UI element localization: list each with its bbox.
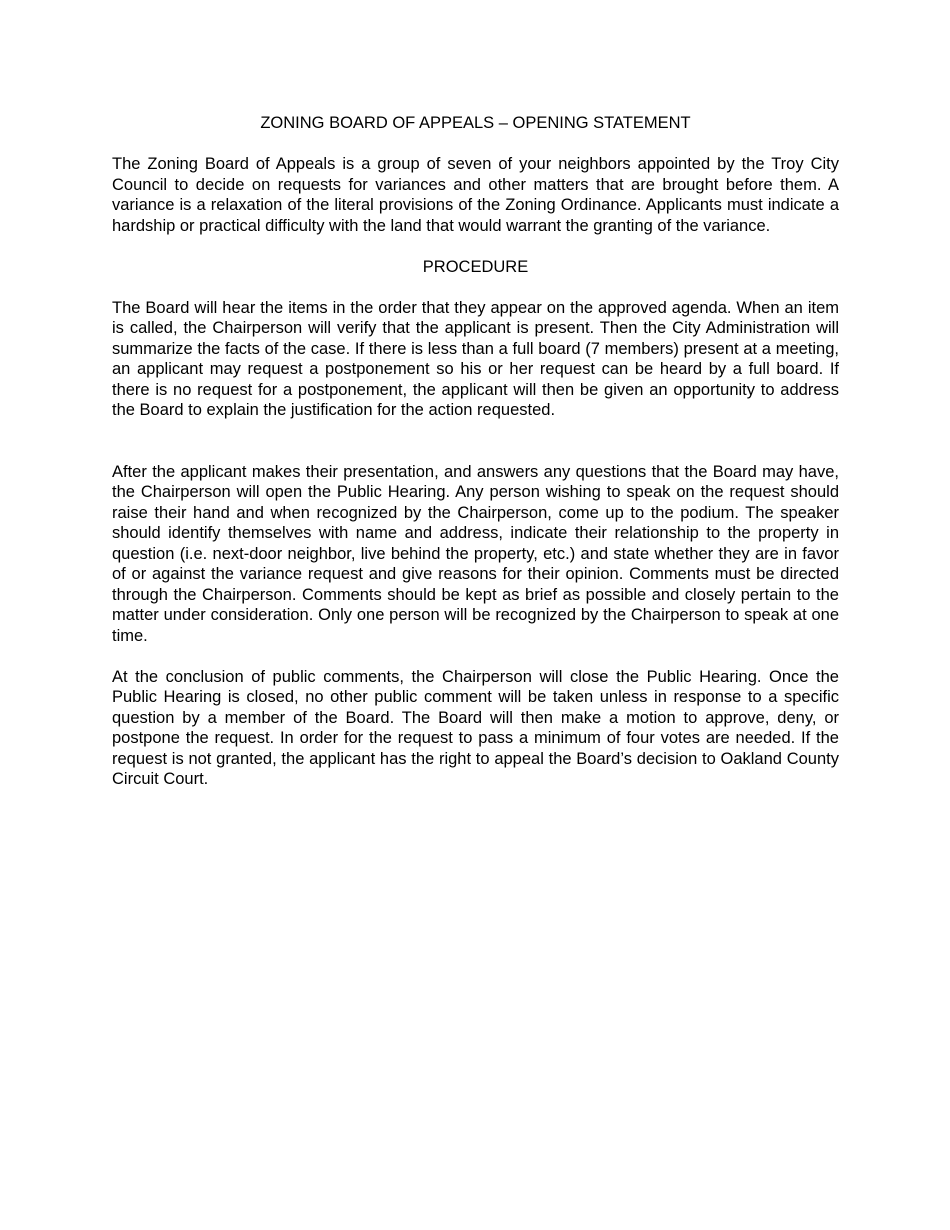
procedure-paragraph-3: At the conclusion of public comments, the Chairperson will close the Public Hearing. Once the Public Hearing is closed, no other public comment will be taken unless in response to a specific question by a member of the Board. The Board will then make a motion to approve, deny, or postpone the request. In order for the request to pass a minimum of four votes are needed. If the request is not granted, the applicant has the right to appeal the Board’s decision to Oakland County Circuit Court. [112,667,839,788]
procedure-paragraph-1: The Board will hear the items in the order that they appear on the approved agenda. When an item is called, the Chairperson will verify that the applicant is present. Then the City Administration will summarize the facts of the case. If there is less than a full board (7 members) present at a meeting, an applicant may request a postponement so his or her request can be heard by a full board. If there is no request for a postponement, the applicant will then be given an opportunity to address the Board to explain the justification for the action requested. [112,298,839,419]
document-page [112,113,839,810]
intro-paragraph: The Zoning Board of Appeals is a group of seven of your neighbors appointed by the Troy City Council to decide on requests for variances and other matters that are brought before them. A variance is a relaxation of the literal provisions of the Zoning Ordinance. Applicants must indicate a hardship or practical difficulty with the land that would warrant the granting of the variance. [112,155,839,235]
procedure-heading: PROCEDURE [422,257,529,276]
procedure-paragraph-2: After the applicant makes their presentation, and answers any questions that the Board may have, the Chairperson will open the Public Hearing. Any person wishing to speak on the request should raise their hand and when recognized by the Chairperson, come up to the podium. The speaker should identify themselves with name and address, indicate their relationship to the property in question (i.e. next-door neighbor, live behind the property, etc.) and state whether they are in favor of or against the variance request and give reasons for their opinion. Comments must be directed through the Chairperson. Comments should be kept as brief as possible and closely pertain to the matter under consideration. Only one person will be recognized by the Chairperson to speak at one time. [112,462,839,645]
document-title: ZONING BOARD OF APPEALS – OPENING STATEMENT [260,114,691,132]
